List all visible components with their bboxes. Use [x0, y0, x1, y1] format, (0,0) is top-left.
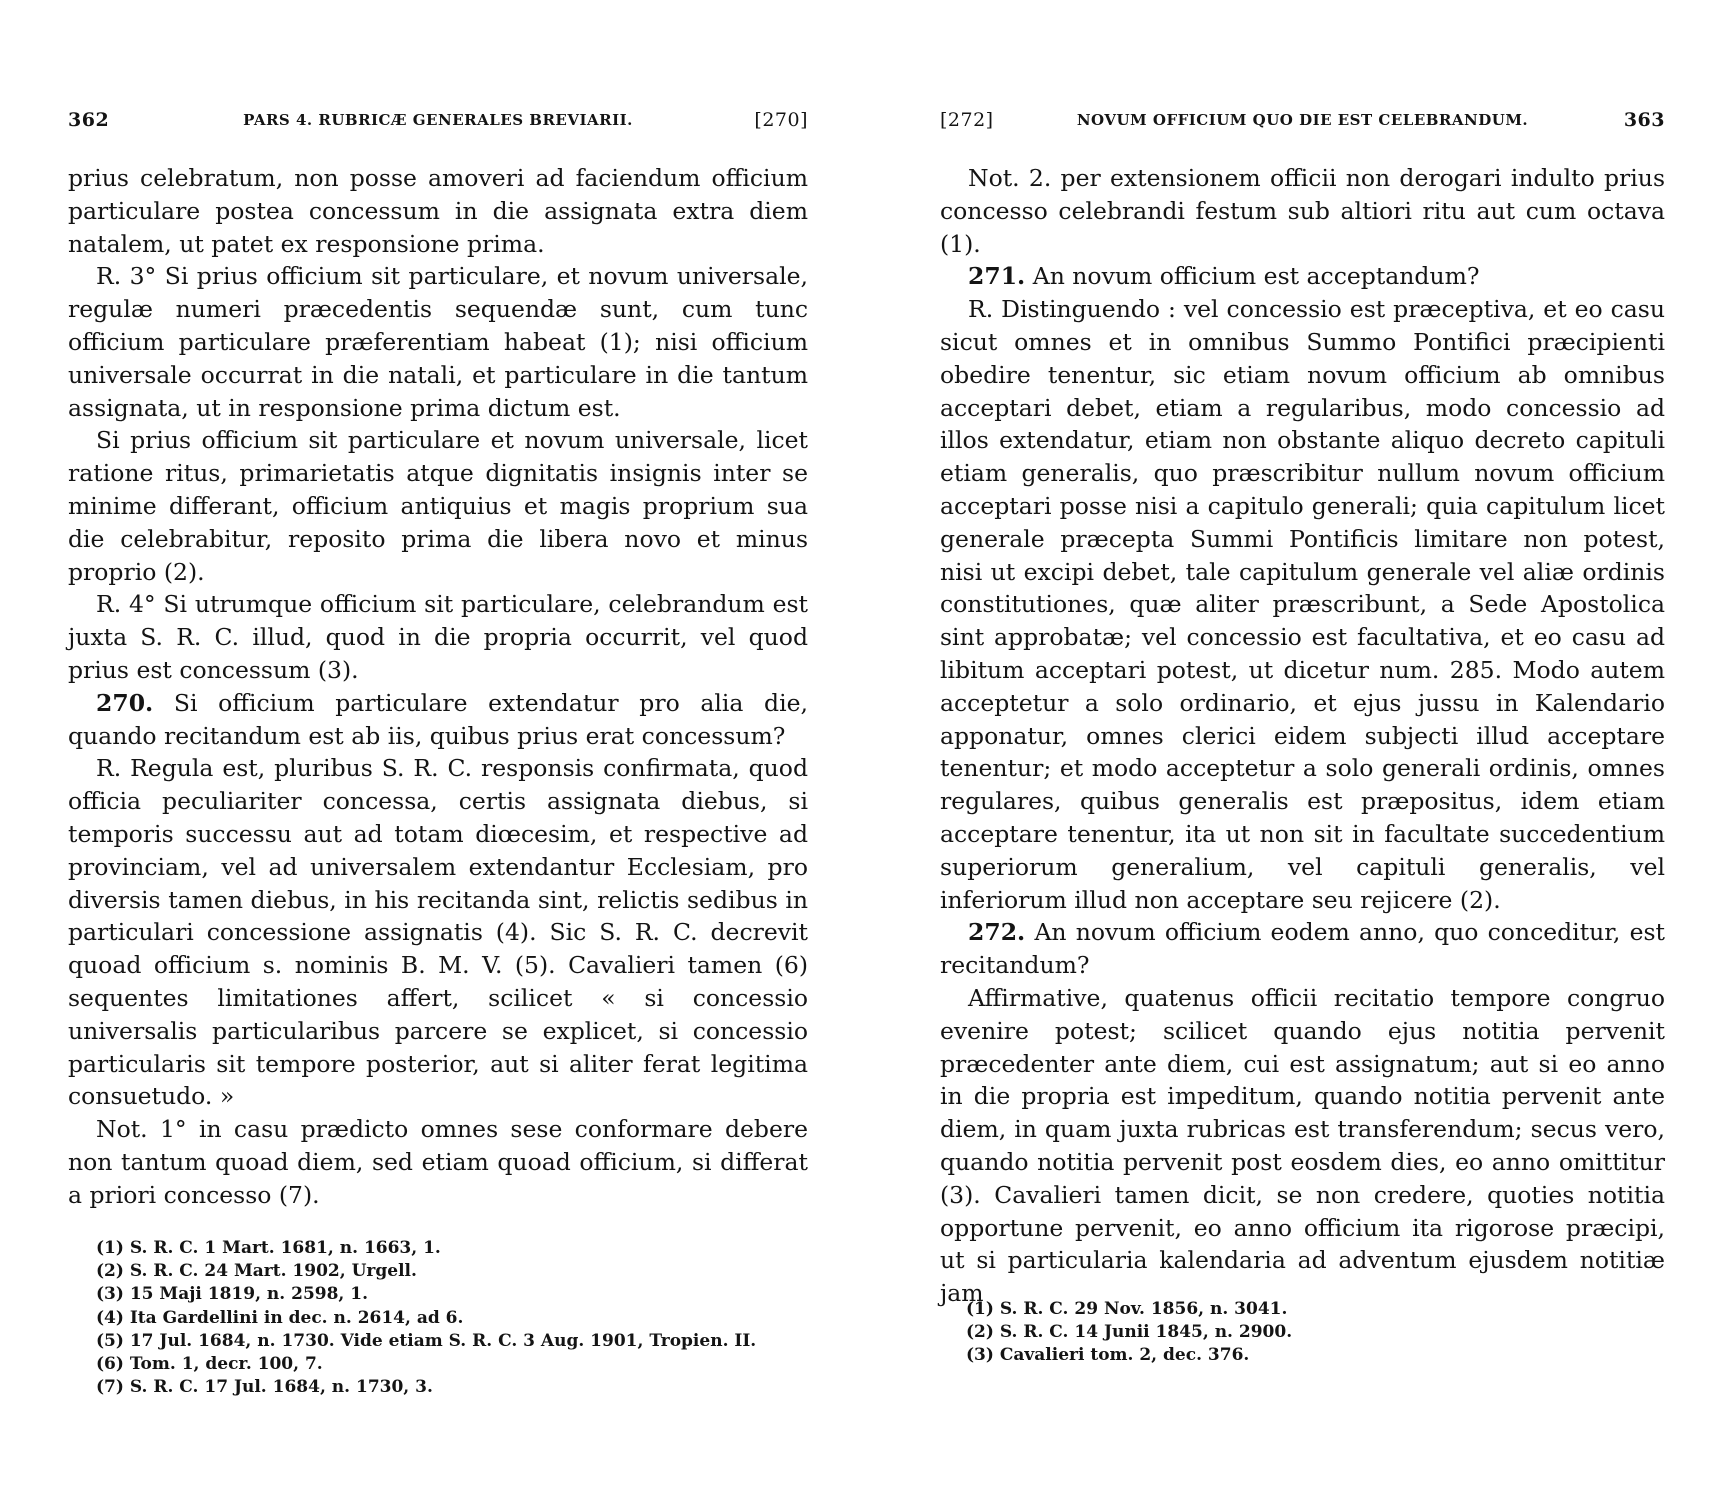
running-title: NOVUM OFFICIUM QUO DIE EST CELEBRANDUM.	[1076, 111, 1529, 129]
question-paragraph	[940, 916, 1665, 982]
footnote: (1) S. R. C. 29 Nov. 1856, n. 3041.	[966, 1299, 1288, 1319]
question-number: 271.	[968, 262, 1026, 291]
left-page	[68, 0, 808, 1500]
page-number: 362	[68, 109, 110, 131]
paragraph	[68, 260, 808, 424]
paragraph-text: R. Distinguendo : vel concessio est præceptiva, et eo casu sicut omnes et in omnibus Summo Pontifici præcipienti obedire tenentur, sic etiam novum officium ab omnibus acceptari debet, etiam a regularibus, modo concessio ad illos extendatur, etiam non obstante aliquo decreto capituli etiam generalis, quo præscribitur nullum novum officium acceptari posse nisi a capitulo generali; quia capitulum licet generale præcepta Summi Pontificis limitare non potest, nisi ut excipi debet, tale capitulum generale vel aliæ ordinis constitutiones, quæ aliter præscribunt, a Sede Apostolica sint approbatæ; vel concessio est facultativa, et eo casu ad libitum acceptari potest, ut dicetur num. 285. Modo autem acceptetur a solo ordinario, et ejus jussu in Kalendario apponatur, omnes clerici eidem subjecti illud acceptare tenentur; et modo acceptetur a solo generali ordinis, omnes regulares, quibus generalis est præpositus, idem etiam acceptare tenentur, ita ut non sit in facultate succedentium superiorum generalium, vel capituli generalis, vel inferiorum illud non acceptare seu rejicere (2).	[940, 295, 1665, 914]
footnote: (7) S. R. C. 17 Jul. 1684, n. 1730, 3.	[96, 1377, 433, 1398]
footnotes	[96, 1237, 808, 1399]
paragraph	[68, 1113, 808, 1211]
footnote: (5) 17 Jul. 1684, n. 1730. Vide etiam S. R. C. 3 Aug. 1901, Tropien. II.	[96, 1330, 757, 1351]
running-title: PARS 4. RUBRICÆ GENERALES BREVIARII.	[243, 111, 633, 129]
question-number: 272.	[968, 918, 1026, 947]
paragraph	[68, 588, 808, 686]
question-paragraph	[68, 687, 808, 753]
section-marker: [270]	[754, 109, 808, 131]
paragraph	[940, 293, 1665, 916]
footnote: (2) S. R. C. 24 Mart. 1902, Urgell.	[96, 1261, 417, 1282]
paragraph-text: R. 3° Si prius officium sit particulare, et novum universale, regulæ numeri præcedentis sequendæ sunt, cum tunc officium particulare præferentiam habeat (1); nisi officium universale occurrat in die natali, et particulare in die tantum assignata, ut in responsione prima dictum est.	[68, 262, 808, 422]
section-marker: [272]	[940, 109, 994, 131]
footnote: (1) S. R. C. 1 Mart. 1681, n. 1663, 1.	[96, 1238, 441, 1258]
paragraph-text: Not. 1° in casu prædicto omnes sese conformare debere non tantum quoad diem, sed etiam quoad officium, si differat a priori concesso (7).	[68, 1115, 808, 1209]
footnote: (4) Ita Gardellini in dec. n. 2614, ad 6.	[96, 1307, 464, 1328]
paragraph-text: Affirmative, quatenus officii recitatio tempore congruo evenire potest; scilicet quando ejus notitia pervenit præcedenter ante diem, cui est assignatum; aut si eo anno in die propria est impeditum, quando notitia pervenit ante diem, in quam juxta rubricas est transferendum; secus vero, quando notitia pervenit post eosdem dies, eo anno omittitur (3). Cavalieri tamen dicit, se non credere, quoties notitia opportune pervenit, eo anno officium ita rigorose præcipi, ut si particularia kalendaria ad adventum ejusdem notitiæ jam	[940, 983, 1665, 1308]
question-number: 270.	[96, 688, 154, 717]
paragraph-text: An novum officium eodem anno, quo conceditur, est recitandum?	[940, 918, 1665, 980]
body-text	[940, 162, 1665, 1310]
page-number: 363	[1623, 109, 1665, 131]
paragraph-text: R. 4° Si utrumque officium sit particulare, celebrandum est juxta S. R. C. illud, quod in die propria occurrit, vel quod prius est concessum (3).	[68, 590, 808, 684]
paragraph	[68, 752, 808, 1113]
footnotes	[966, 1298, 1665, 1368]
footnote: (6) Tom. 1, decr. 100, 7.	[96, 1354, 323, 1375]
paragraph-text: R. Regula est, pluribus S. R. C. responsis confirmata, quod officia peculiariter concessa, certis assignata diebus, si temporis successu aut ad totam diœcesim, et respective ad provinciam, vel ad universalem extendantur Ecclesiam, pro diversis tamen diebus, in his recitanda sint, relictis sedibus in particulari concessione assignatis (4). Sic S. R. C. decrevit quoad officium s. nominis B. M. V. (5). Cavalieri tamen (6) sequentes limitationes affert, scilicet « si concessio universalis particularibus parcere se explicet, si concessio particularis sit tempore posterior, aut si aliter ferat legitima consuetudo. »	[68, 754, 808, 1111]
paragraph-text: An novum officium est acceptandum?	[1025, 262, 1480, 291]
paragraph-text: Si officium particulare extendatur pro alia die, quando recitandum est ab iis, quibus prius erat concessum?	[68, 688, 808, 750]
paragraph-text: prius celebratum, non posse amoveri ad faciendum officium particulare postea concessum in die assignata extra diem natalem, ut patet ex responsione prima.	[68, 164, 808, 258]
question-paragraph	[940, 260, 1665, 293]
footnote: (2) S. R. C. 14 Junii 1845, n. 2900.	[966, 1322, 1293, 1343]
paragraph	[68, 162, 808, 260]
running-head	[68, 109, 808, 137]
footnote: (3) Cavalieri tom. 2, dec. 376.	[966, 1345, 1250, 1366]
body-text	[68, 162, 808, 1212]
footnote: (3) 15 Maji 1819, n. 2598, 1.	[96, 1284, 369, 1305]
running-head	[940, 109, 1665, 137]
paragraph	[68, 424, 808, 588]
paragraph	[940, 162, 1665, 260]
paragraph-text: Si prius officium sit particulare et novum universale, licet ratione ritus, primarietatis atque dignitatis insignis inter se minime differant, officium antiquius et magis proprium sua die celebrabitur, reposito prima die libera novo et minus proprio (2).	[68, 426, 808, 586]
paragraph	[940, 982, 1665, 1310]
right-page	[940, 0, 1665, 1500]
paragraph-text: Not. 2. per extensionem officii non derogari indulto prius concesso celebrandi festum sub altiori ritu aut cum octava (1).	[940, 164, 1665, 258]
